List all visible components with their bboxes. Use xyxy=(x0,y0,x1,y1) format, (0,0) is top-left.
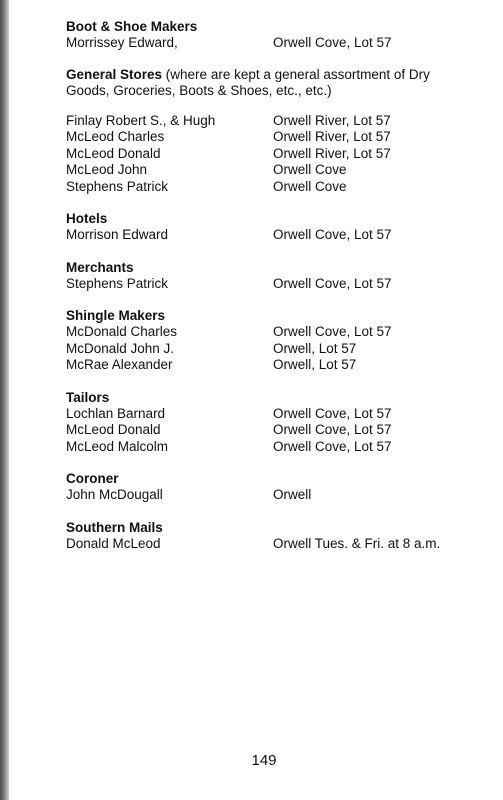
section-note: (where are kept a general assortment of Dry Goods, Groceries, Boots & Shoes, etc., etc.) xyxy=(66,66,430,98)
entry-name: Morrison Edward xyxy=(66,227,169,242)
directory-entry xyxy=(66,162,466,179)
directory-entry xyxy=(66,439,466,456)
section-southern-mails xyxy=(66,519,466,553)
directory-entry xyxy=(66,487,466,504)
entry-name: McLeod Donald xyxy=(66,145,161,161)
directory-entry xyxy=(66,276,466,293)
entry-location: Orwell Cove, Lot 57 xyxy=(273,227,392,242)
entry-name: Stephens Patrick xyxy=(66,275,169,291)
section-general-stores-heading xyxy=(66,67,466,99)
entry-location: Orwell Cove, Lot 57 xyxy=(273,438,392,454)
entry-location: Orwell Cove, Lot 57 xyxy=(273,422,392,437)
section-tailors xyxy=(66,389,466,456)
entry-name: McRae Alexander xyxy=(66,357,173,372)
entry-location: Orwell Cove xyxy=(273,178,347,194)
entry-name: McLeod Charles xyxy=(66,129,165,144)
entry-name: McLeod Donald xyxy=(66,422,161,437)
directory-entry xyxy=(66,357,466,374)
entry-name: Donald McLeod xyxy=(66,535,161,551)
entry-location: Orwell Cove, Lot 57 xyxy=(273,275,392,291)
book-spine-shadow xyxy=(0,0,9,800)
entry-name: McDonald John J. xyxy=(66,340,175,356)
directory-entry xyxy=(66,146,466,163)
entry-location: Orwell Cove xyxy=(273,162,347,177)
section-hotels xyxy=(66,210,466,244)
entry-location: Orwell Tues. & Fri. at 8 a.m. xyxy=(273,535,441,551)
directory-entry xyxy=(66,113,466,130)
section-heading: Tailors xyxy=(66,389,110,405)
entry-location: Orwell River, Lot 57 xyxy=(273,129,391,144)
entry-name: Finlay Robert S., & Hugh xyxy=(66,112,216,128)
section-heading: Coroner xyxy=(66,471,119,486)
section-coroner xyxy=(66,470,466,504)
entry-name: Lochlan Barnard xyxy=(66,405,166,421)
entry-location: Orwell, Lot 57 xyxy=(273,357,357,372)
entry-name: Morrissey Edward, xyxy=(66,35,178,50)
directory-entry xyxy=(66,179,466,196)
entry-name: McLeod John xyxy=(66,162,148,177)
entry-name: McLeod Malcolm xyxy=(66,438,169,454)
directory-entry xyxy=(66,324,466,341)
page-number: 149 xyxy=(251,752,277,769)
section-heading: Southern Mails xyxy=(66,519,163,535)
directory-entry xyxy=(66,227,466,244)
section-boot-shoe-makers xyxy=(66,18,466,52)
directory-entry xyxy=(66,129,466,146)
entry-location: Orwell xyxy=(273,487,312,502)
entry-location: Orwell Cove, Lot 57 xyxy=(273,324,392,339)
entry-location: Orwell Cove, Lot 57 xyxy=(273,405,392,421)
entry-name: McDonald Charles xyxy=(66,324,178,339)
entry-location: Orwell, Lot 57 xyxy=(273,340,357,356)
entry-location: Orwell River, Lot 57 xyxy=(273,112,391,128)
directory-entry xyxy=(66,422,466,439)
section-heading: Hotels xyxy=(66,211,108,226)
section-heading: Shingle Makers xyxy=(66,308,166,323)
directory-entry xyxy=(66,35,466,52)
section-shingle-makers xyxy=(66,307,466,374)
section-general-stores xyxy=(66,113,466,196)
section-merchants xyxy=(66,259,466,293)
section-heading: Merchants xyxy=(66,259,134,275)
directory-entry xyxy=(66,341,466,358)
entry-name: John McDougall xyxy=(66,487,163,502)
directory-entry xyxy=(66,406,466,423)
section-heading: General Stores xyxy=(66,66,163,82)
directory-entry xyxy=(66,536,466,553)
entry-name: Stephens Patrick xyxy=(66,178,169,194)
directory-page xyxy=(66,18,466,567)
section-heading: Boot & Shoe Makers xyxy=(66,19,198,34)
entry-location: Orwell Cove, Lot 57 xyxy=(273,35,392,50)
entry-location: Orwell River, Lot 57 xyxy=(273,145,391,161)
